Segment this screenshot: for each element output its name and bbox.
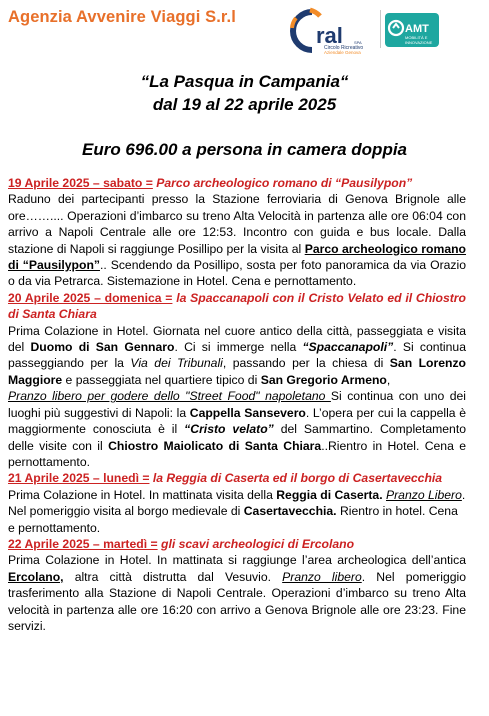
- trip-dates: dal 19 al 22 aprile 2025: [152, 95, 337, 114]
- day-title: la Reggia di Caserta ed il borgo di Casertavecchia: [149, 471, 443, 486]
- day-heading: [8, 175, 466, 191]
- day-description: [8, 323, 466, 389]
- text-run: “Spaccanapoli”: [302, 340, 394, 355]
- amt-logo-text: AMT: [405, 23, 429, 35]
- text-run: Pranzo Libero: [385, 487, 462, 502]
- itinerary: [8, 175, 466, 634]
- day-description: [8, 487, 466, 503]
- cral-logo-line1: Circolo Ricreativo: [324, 45, 364, 51]
- cral-logo-small: SPA: [354, 40, 362, 45]
- day-description: [8, 552, 466, 634]
- day-date: 20 Aprile 2025 – domenica =: [8, 290, 173, 305]
- text-run: . Nel pomeriggio trasferimento alla Stazione di Napoli Centrale. Operazioni d’imbarco su treno Alta velocità in partenza alle ore 16:20 con arrivo a Genova Brignole alle ore 23:23. Fine servizi.: [8, 569, 466, 633]
- text-run: Ercolano,: [8, 569, 64, 584]
- text-run: “Cristo velato”: [184, 422, 274, 437]
- text-run: Prima Colazione in Hotel. Giornata nel cuore antico della città, passeggiata e visita del: [8, 323, 466, 355]
- text-run: Via dei Tribunali: [130, 356, 223, 371]
- text-run: San Lorenzo Maggiore: [8, 356, 466, 387]
- text-run: .. Scendendo da Posillipo, sosta per foto panoramica da via Orazio o da via Petrarca. Sistemazione in Hotel. Cena e pernottamento.: [8, 258, 466, 289]
- trip-title: “La Pasqua in Campania“: [140, 72, 349, 91]
- day-title: gli scavi archeologici di Ercolano: [157, 536, 355, 551]
- text-run: . Si continua passeggiando per la: [8, 340, 466, 371]
- day-description: [8, 191, 466, 289]
- text-run: , passando per la chiesa di: [222, 356, 390, 371]
- text-run: Rientro in hotel. Cena e pernottamento.: [8, 504, 458, 535]
- text-run: ,: [386, 372, 391, 387]
- day-description: [8, 388, 466, 470]
- cral-logo-line2: Aziendale Genova: [324, 50, 361, 55]
- text-run: Nel pomeriggio visita al borgo medievale di: [8, 504, 244, 519]
- trip-price: Euro 696.00 a persona in camera doppia: [81, 140, 408, 159]
- day-date: 19 Aprile 2025 – sabato =: [8, 176, 153, 190]
- day-heading: [8, 290, 466, 323]
- day-title: la Spaccanapoli con il Cristo Velato ed il Chiostro di Santa Chiara: [8, 290, 466, 322]
- text-run: Chiostro Maiolicato di Santa Chiara: [108, 438, 322, 453]
- text-run: ..Rientro in Hotel. Cena e pernottamento.: [8, 438, 466, 469]
- text-run: Raduno dei partecipanti presso la Stazione ferroviaria di Genova Brignole alle ore…….... Operazioni d’imbarco su treno Alta Velocità in partenza alle ore 06:04 con arrivo a Napoli Centrale alle ore 12:53. Incontro con guida e bus locale. Dalla stazione di Napoli si raggiunge Posillipo per la visita al: [8, 192, 466, 256]
- text-run: San Gregorio Armeno: [260, 372, 387, 387]
- agency-name: Agenzia Avvenire Viaggi S.r.l: [8, 8, 236, 26]
- logo-divider: [380, 10, 381, 48]
- amt-logo-line2: INNOVAZIONE: [405, 40, 433, 45]
- text-run: del Sammartino. Completamento delle visite con il: [8, 422, 466, 453]
- text-run: .: [461, 487, 466, 502]
- cral-c-logo-icon: [286, 6, 378, 56]
- cral-logo-text: ral: [316, 23, 343, 48]
- day-title: Parco archeologico romano di “Pausilypon”: [152, 176, 413, 190]
- text-run: . L’opera per cui la cappella è maggiormente conosciuta è il: [8, 405, 466, 437]
- text-run: Duomo di San Gennaro: [30, 340, 175, 355]
- amt-logo-line1: MOBILITÀ E: [405, 35, 428, 40]
- day-date: 21 Aprile 2025 – lunedì =: [8, 471, 150, 486]
- text-run: Prima Colazione in Hotel. In mattinata si raggiunge l’area archeologica dell’antica: [8, 553, 466, 568]
- day-heading: [8, 536, 466, 552]
- text-run: Cappella Sansevero: [189, 405, 306, 420]
- day-date: 22 Aprile 2025 – martedì =: [8, 536, 158, 551]
- text-run: Pranzo libero per godere dello "Street Food" napoletano: [8, 389, 331, 404]
- text-run: Reggia di Caserta.: [276, 487, 383, 502]
- text-run: e passeggiata nel quartiere tipico di: [62, 372, 261, 387]
- amt-logo-icon: [384, 9, 440, 49]
- text-run: Casertavecchia.: [243, 504, 337, 519]
- text-run: altra città distrutta dal Vesuvio.: [63, 569, 283, 584]
- text-run: Si continua con uno dei luoghi più suggestivi di Napoli: la: [8, 389, 466, 420]
- text-run: . Ci si immerge nella: [174, 340, 303, 355]
- text-run: Prima Colazione in Hotel. In mattinata visita della: [8, 487, 277, 502]
- day-description: [8, 503, 466, 536]
- text-run: Pranzo libero: [282, 569, 362, 584]
- day-heading: [8, 470, 466, 486]
- text-run: Parco archeologico romano di “Pausilypon”: [8, 241, 467, 273]
